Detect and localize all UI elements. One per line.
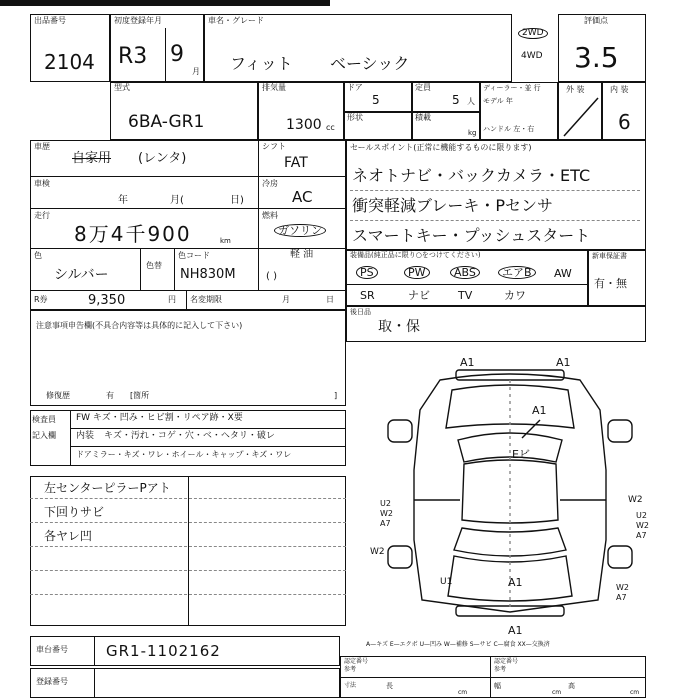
fuel-paren: ( ) [266,271,277,282]
equip-circle: PW [404,266,430,279]
divider [30,208,346,209]
capacity-unit: 人 [467,97,475,106]
car-diagram [360,350,660,640]
repair-place: [箇所 [130,391,150,400]
fuel-light: 軽 油 [290,249,314,260]
handwritten-note-1: 左センターピラーPアト [44,481,171,495]
color-label: 色 [34,251,42,260]
shift-label: シフト [262,142,286,151]
damage-label: W2 [370,547,385,557]
equip-circle: PS [356,266,378,279]
load-label: 積載 [415,113,431,122]
inspector-row-2: キズ・汚れ・コゲ・穴・ベ・ヘタリ・破レ [104,431,275,441]
damage-label: U2 [380,499,391,508]
damage-label: U1 [440,577,453,587]
inspection-label: 車検 [34,179,50,188]
damage-label: A1 [532,404,547,417]
damage-label: A1 [508,624,523,637]
displacement-label: 排気量 [262,83,286,92]
damage-label: Eビ [512,448,530,461]
divider [165,28,166,82]
divider [30,594,346,595]
divider [258,140,259,290]
inspection-day: 日) [230,195,244,206]
divider [70,428,346,429]
color-code-value: NH830M [180,267,236,282]
equip-aw: AW [554,267,572,280]
inspector-label-1: 検査員 [32,415,56,424]
wheel-fr [608,420,632,442]
divider [186,290,187,310]
meigi-label: 名変期限 [190,295,222,304]
rear-seat-value: 取・保 [378,319,420,335]
mileage-label: 走行 [34,211,50,220]
divider [94,636,95,666]
handle-label: ハンドル 左・右 [483,125,535,133]
color-code-label: 色コード [178,251,210,260]
exterior-slash [560,96,600,138]
divider [70,410,71,466]
load-unit: kg [468,129,477,137]
top-black-band [0,0,330,6]
rear-seat-label: 後日品 [350,308,371,316]
damage-label: A7 [380,519,391,528]
equip-pw [404,266,430,279]
damage-label: W2 [616,583,629,592]
handwritten-note-2: 下回りサビ [44,505,105,519]
new-warranty-label: 新車保証書 [592,252,627,260]
damage-label: U2 [636,511,647,520]
fuel-circle: ガソリン [274,224,326,237]
grade-score: 3.5 [574,41,619,74]
color-change-label: 色替 [146,261,162,270]
cert-label: 認定番号 [344,658,369,665]
new-warranty-value: 有・無 [594,277,627,290]
legend-codes: A—キズ E—エクボ U—凹み W—補修 S—サビ C—腐食 XX—交換済 [366,641,550,648]
color-value: シルバー [54,267,109,283]
cm-1: cm [458,689,468,696]
type-label: 型式 [114,83,130,92]
inspector-row-3: ドアミラー・キズ・ワレ・ホイール・キャップ・キズ・ワレ [76,450,292,459]
divider [340,677,646,678]
damage-label: A1 [508,576,523,589]
inspector-row-1: FW キズ・凹み・ヒビ割・リペア跡・X要 [76,413,243,423]
dims-width: 幅 [494,682,501,690]
cm-2: cm [552,689,562,696]
repair-label: 修復歴 [46,391,70,400]
equip-leather: カワ [504,289,526,302]
car-hood [446,385,574,428]
usage-private: 自家用 [72,151,112,166]
divider [350,190,640,191]
recycle-label: R券 [34,295,48,304]
equip-circle: エアB [498,266,536,279]
mileage-value: 8万4千900 [74,222,192,246]
dims-length: 長 [386,682,393,690]
chassis-value: GR1-1102162 [106,642,221,660]
model-year-label: モデル 年 [483,97,513,105]
model-grade-label: 車名・グレード [208,16,264,25]
capacity-value: 5 [452,93,460,107]
month-unit: 月 [192,67,200,76]
equip-ps [356,266,378,279]
equip-abs [450,266,480,279]
usage-rental: (レンタ) [138,151,187,166]
inspector-label-2: 記入欄 [32,431,56,440]
divider [174,248,175,290]
door-value: 5 [372,93,380,107]
exterior-label: 外 装 [566,85,585,94]
shift-value: FAT [284,155,308,171]
divider [490,656,491,698]
usage-label: 車歴 [34,142,50,151]
repair-close: ] [334,391,338,400]
divider [70,446,346,447]
meigi-day: 日 [326,295,334,304]
reg-label: 登録番号 [36,677,68,686]
damage-label: A7 [636,531,647,540]
drive-4wd: 4WD [521,51,543,61]
first-reg-label: 初度登録年月 [114,16,162,25]
sales-line-3: スマートキー・プッシュスタート [352,226,591,245]
fuel-value [274,224,326,237]
divider [30,176,346,177]
damage-label: A1 [556,356,571,369]
ac-label: 冷房 [262,179,278,188]
lot-label: 出品番号 [34,16,66,25]
capacity-label: 定員 [415,83,431,92]
dealer-label: ディーラー・並 行 [483,84,541,92]
cert-sub-2: 参考 [494,666,507,673]
chassis-label: 車台番号 [36,645,68,654]
equip-circle: ABS [450,266,480,279]
divider [30,570,346,571]
divider [30,546,346,547]
sales-line-1: ネオトナビ・バックカメラ・ETC [352,166,591,185]
equipment-label: 装備品(純正品に限り○をつけてください) [350,251,481,259]
inspector-row-2-label: 内装 [76,431,95,441]
fuel-label: 燃料 [262,211,278,220]
displacement-value: 1300 [286,117,322,133]
meigi-month: 月 [282,295,290,304]
divider [30,498,346,499]
reg-box [30,668,340,698]
damage-label: A1 [400,483,411,492]
damage-label: W2 [628,495,643,505]
type-value: 6BA-GR1 [128,112,205,132]
wheel-rl [388,546,412,568]
sales-points-label: セールスポイント(正常に機能するものに限ります) [350,143,532,152]
cm-3: cm [630,689,640,696]
divider [350,220,640,221]
damage-label: W2 [636,521,649,530]
inspection-year: 年 [118,195,128,206]
sales-line-2: 衝突軽減ブレーキ・Pセンサ [352,196,554,215]
divider [346,284,588,285]
notes-label: 注意事項申告欄(不具合内容等は具体的に記入して下さい) [36,321,243,330]
displacement-unit: cc [326,123,335,132]
ac-value: AC [292,188,313,206]
handwritten-note-3: 各ヤレ凹 [44,529,92,543]
wheel-rr [608,546,632,568]
dims-height: 高 [568,682,575,690]
equip-airbag [498,266,536,279]
first-reg-era: R3 [118,44,148,69]
equip-navi: ナビ [408,289,430,302]
damage-label: W2 [380,509,393,518]
grade-name: ベーシック [330,54,410,73]
interior-label: 内 装 [610,85,629,94]
damage-label: A7 [616,593,627,602]
interior-score: 6 [618,110,631,134]
drive-2wd-circle: 2WD [518,28,548,39]
equip-tv: TV [458,289,473,302]
grade-label: 評価点 [584,16,608,25]
divider [140,248,141,290]
mileage-unit: km [220,237,231,245]
drive-2wd [518,28,548,39]
front-bumper [456,370,564,380]
recycle-unit: 円 [168,295,176,304]
first-reg-month: 9 [170,42,184,67]
divider [30,522,346,523]
cert-sub: 参考 [344,666,357,673]
shape-label: 形状 [347,113,363,122]
cert-label-2: 認定番号 [494,658,519,665]
inspection-month: 月( [170,195,184,206]
divider [30,290,346,291]
recycle-value: 9,350 [88,293,126,308]
equip-sr: SR [360,289,375,302]
dims-label: 寸法 [344,682,357,689]
repair-have: 有 [106,391,114,400]
damage-label: A1 [460,356,475,369]
door-label: ドア [347,83,363,92]
wheel-fl [388,420,412,442]
divider [94,668,95,698]
lot-number: 2104 [44,50,95,74]
model-name: フィット [230,54,293,73]
